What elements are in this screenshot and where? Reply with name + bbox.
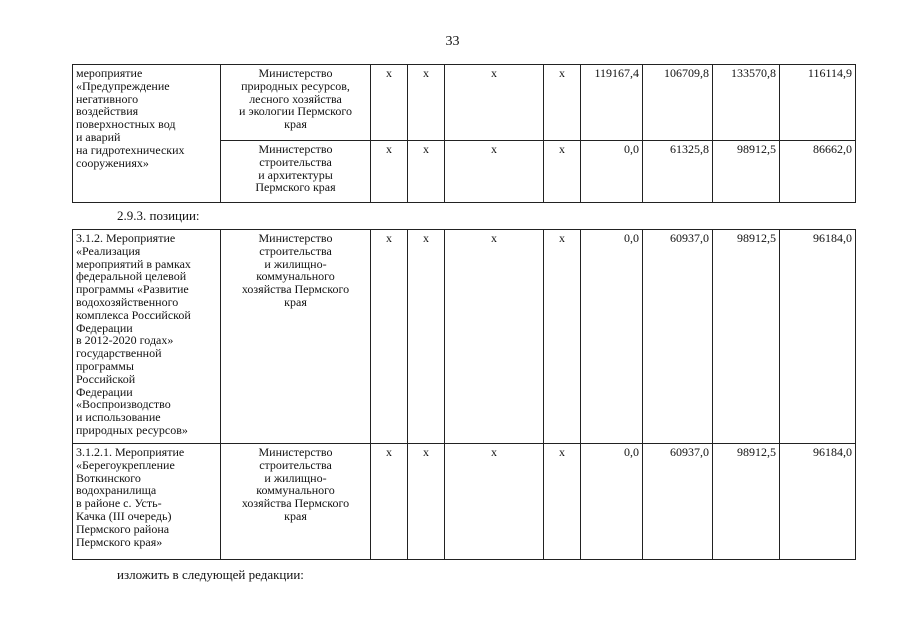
table-row [73, 65, 856, 141]
amount-cell: 119167,4 [581, 65, 643, 141]
amount-cell: 0,0 [581, 444, 643, 560]
executor-cell: Министерство природных ресурсов, лесного хозяйства и экологии Пермского края [221, 65, 371, 141]
measure-name-cell: 3.1.2. Мероприятие «Реализация мероприятий в рамках федеральной целевой программы «Развитие водохозяйственного комплекса Российской Федерации в 2012-2020 годах» государственной программы Российской Федерации «Воспроизводство и использование природных ресурсов» [73, 230, 221, 444]
x-mark-cell: x [408, 65, 445, 141]
executor-cell: Министерство строительства и архитектуры Пермского края [221, 141, 371, 203]
page-number: 33 [445, 34, 460, 49]
amount-cell: 96184,0 [780, 230, 856, 444]
amount-cell: 60937,0 [643, 230, 713, 444]
amount-cell: 98912,5 [713, 141, 780, 203]
amount-cell: 98912,5 [713, 230, 780, 444]
x-mark-cell: x [408, 141, 445, 203]
measures-table-top [72, 64, 856, 203]
measure-name-cell: 3.1.2.1. Мероприятие «Берегоукрепление Воткинского водохранилища в районе с. Усть- Качка (III очередь) Пермского района Пермского края» [73, 444, 221, 560]
measures-table-bottom [72, 229, 856, 560]
closing-text: изложить в следующей редакции: [117, 567, 304, 582]
amount-cell: 0,0 [581, 230, 643, 444]
x-mark-cell: x [445, 444, 544, 560]
amount-cell: 98912,5 [713, 444, 780, 560]
x-mark-cell: x [544, 230, 581, 444]
measure-name-cell: мероприятие «Предупреждение негативного воздействия поверхностных вод и аварий на гидротехнических сооружениях» [73, 65, 221, 203]
x-mark-cell: x [544, 141, 581, 203]
x-mark-cell: x [544, 65, 581, 141]
amount-cell: 60937,0 [643, 444, 713, 560]
x-mark-cell: x [371, 444, 408, 560]
x-mark-cell: x [408, 230, 445, 444]
amount-cell: 106709,8 [643, 65, 713, 141]
x-mark-cell: x [544, 444, 581, 560]
section-label: 2.9.3. позиции: [117, 208, 200, 223]
executor-cell: Министерство строительства и жилищно- коммунального хозяйства Пермского края [221, 230, 371, 444]
x-mark-cell: x [445, 230, 544, 444]
x-mark-cell: x [371, 141, 408, 203]
x-mark-cell: x [371, 230, 408, 444]
x-mark-cell: x [408, 444, 445, 560]
x-mark-cell: x [445, 65, 544, 141]
x-mark-cell: x [445, 141, 544, 203]
x-mark-cell: x [371, 65, 408, 141]
table-row [73, 444, 856, 560]
amount-cell: 86662,0 [780, 141, 856, 203]
amount-cell: 96184,0 [780, 444, 856, 560]
table-row [73, 230, 856, 444]
amount-cell: 133570,8 [713, 65, 780, 141]
executor-cell: Министерство строительства и жилищно- коммунального хозяйства Пермского края [221, 444, 371, 560]
amount-cell: 0,0 [581, 141, 643, 203]
amount-cell: 116114,9 [780, 65, 856, 141]
amount-cell: 61325,8 [643, 141, 713, 203]
